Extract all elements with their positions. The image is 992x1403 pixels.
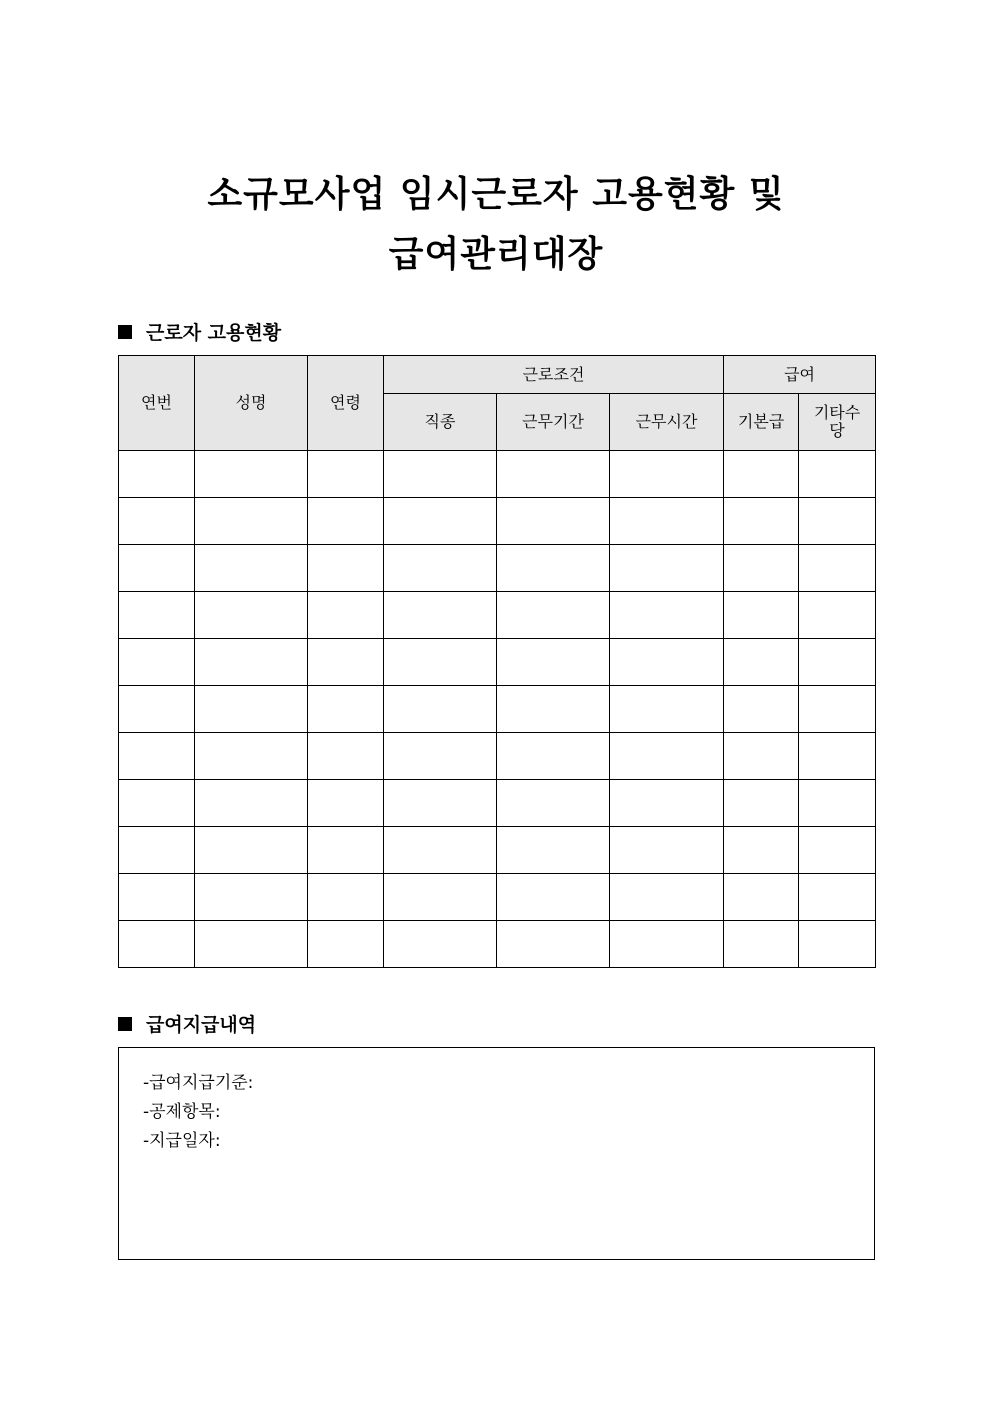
table-cell[interactable] bbox=[195, 451, 308, 498]
table-cell[interactable] bbox=[724, 451, 799, 498]
table-cell[interactable] bbox=[799, 780, 876, 827]
column-group-work-conditions: 근로조건 bbox=[384, 356, 724, 394]
payroll-details-box bbox=[118, 1047, 875, 1260]
table-cell[interactable] bbox=[497, 498, 610, 545]
payroll-criteria-line: -급여지급기준: bbox=[143, 1073, 254, 1093]
table-cell[interactable] bbox=[799, 639, 876, 686]
table-row bbox=[119, 545, 876, 592]
table-cell[interactable] bbox=[799, 498, 876, 545]
table-cell[interactable] bbox=[610, 451, 724, 498]
table-row bbox=[119, 686, 876, 733]
table-cell[interactable] bbox=[119, 686, 195, 733]
table-cell[interactable] bbox=[308, 451, 384, 498]
table-cell[interactable] bbox=[119, 874, 195, 921]
table-cell[interactable] bbox=[384, 921, 497, 968]
table-cell[interactable] bbox=[119, 921, 195, 968]
table-cell[interactable] bbox=[724, 592, 799, 639]
column-header-seq: 연번 bbox=[119, 356, 195, 451]
table-row bbox=[119, 451, 876, 498]
table-cell[interactable] bbox=[119, 592, 195, 639]
table-cell[interactable] bbox=[195, 827, 308, 874]
table-cell[interactable] bbox=[308, 780, 384, 827]
payment-date-line: -지급일자: bbox=[143, 1131, 221, 1151]
table-cell[interactable] bbox=[799, 686, 876, 733]
table-cell[interactable] bbox=[724, 874, 799, 921]
employment-table bbox=[118, 355, 876, 968]
column-header-base-pay: 기본급 bbox=[724, 394, 799, 451]
table-cell[interactable] bbox=[195, 498, 308, 545]
table-cell[interactable] bbox=[497, 545, 610, 592]
table-cell[interactable] bbox=[724, 686, 799, 733]
table-cell[interactable] bbox=[384, 733, 497, 780]
table-cell[interactable] bbox=[799, 592, 876, 639]
table-cell[interactable] bbox=[384, 780, 497, 827]
table-cell[interactable] bbox=[610, 498, 724, 545]
table-cell[interactable] bbox=[195, 639, 308, 686]
employment-table-body bbox=[119, 451, 876, 968]
column-group-pay: 급여 bbox=[724, 356, 876, 394]
table-cell[interactable] bbox=[195, 545, 308, 592]
table-cell[interactable] bbox=[610, 827, 724, 874]
table-cell[interactable] bbox=[497, 921, 610, 968]
table-cell[interactable] bbox=[610, 874, 724, 921]
table-cell[interactable] bbox=[497, 686, 610, 733]
table-cell[interactable] bbox=[724, 733, 799, 780]
table-cell[interactable] bbox=[610, 592, 724, 639]
table-cell[interactable] bbox=[384, 686, 497, 733]
table-cell[interactable] bbox=[384, 639, 497, 686]
table-cell[interactable] bbox=[724, 921, 799, 968]
square-bullet-icon bbox=[118, 325, 132, 339]
table-cell[interactable] bbox=[497, 639, 610, 686]
table-row bbox=[119, 780, 876, 827]
table-cell[interactable] bbox=[384, 498, 497, 545]
table-cell[interactable] bbox=[724, 780, 799, 827]
table-cell[interactable] bbox=[724, 827, 799, 874]
table-cell[interactable] bbox=[119, 498, 195, 545]
payroll-heading-label: 급여지급내역 bbox=[146, 1014, 257, 1036]
table-cell[interactable] bbox=[724, 498, 799, 545]
table-row bbox=[119, 921, 876, 968]
table-cell[interactable] bbox=[610, 780, 724, 827]
table-row bbox=[119, 733, 876, 780]
table-cell[interactable] bbox=[610, 545, 724, 592]
column-header-age: 연령 bbox=[308, 356, 384, 451]
table-cell[interactable] bbox=[308, 733, 384, 780]
table-cell[interactable] bbox=[384, 592, 497, 639]
table-cell[interactable] bbox=[119, 733, 195, 780]
payroll-section-heading bbox=[118, 1010, 256, 1037]
column-header-other-allowance: 기타수당 bbox=[799, 394, 876, 451]
table-row bbox=[119, 874, 876, 921]
table-row bbox=[119, 639, 876, 686]
table-cell[interactable] bbox=[610, 639, 724, 686]
table-cell[interactable] bbox=[610, 733, 724, 780]
table-cell[interactable] bbox=[119, 780, 195, 827]
table-cell[interactable] bbox=[384, 827, 497, 874]
column-header-work-hours: 근무시간 bbox=[610, 394, 724, 451]
table-cell[interactable] bbox=[308, 498, 384, 545]
table-cell[interactable] bbox=[384, 545, 497, 592]
table-cell[interactable] bbox=[308, 686, 384, 733]
table-cell[interactable] bbox=[195, 921, 308, 968]
table-cell[interactable] bbox=[308, 592, 384, 639]
table-cell[interactable] bbox=[497, 827, 610, 874]
table-cell[interactable] bbox=[119, 451, 195, 498]
table-cell[interactable] bbox=[724, 545, 799, 592]
document-title-line2: 급여관리대장 bbox=[388, 234, 604, 275]
table-cell[interactable] bbox=[308, 639, 384, 686]
table-cell[interactable] bbox=[799, 545, 876, 592]
table-cell[interactable] bbox=[195, 874, 308, 921]
table-cell[interactable] bbox=[195, 592, 308, 639]
table-cell[interactable] bbox=[610, 921, 724, 968]
table-cell[interactable] bbox=[799, 921, 876, 968]
table-row bbox=[119, 498, 876, 545]
table-cell[interactable] bbox=[799, 827, 876, 874]
table-cell[interactable] bbox=[119, 639, 195, 686]
table-cell[interactable] bbox=[308, 874, 384, 921]
employment-section-heading bbox=[118, 318, 281, 345]
table-cell[interactable] bbox=[384, 874, 497, 921]
table-cell[interactable] bbox=[497, 733, 610, 780]
table-cell[interactable] bbox=[497, 592, 610, 639]
table-cell[interactable] bbox=[119, 545, 195, 592]
table-cell[interactable] bbox=[384, 451, 497, 498]
table-cell[interactable] bbox=[308, 545, 384, 592]
table-row bbox=[119, 827, 876, 874]
table-cell[interactable] bbox=[195, 780, 308, 827]
table-cell[interactable] bbox=[308, 921, 384, 968]
column-header-job: 직종 bbox=[384, 394, 497, 451]
table-cell[interactable] bbox=[799, 733, 876, 780]
square-bullet-icon bbox=[118, 1017, 132, 1031]
table-cell[interactable] bbox=[497, 451, 610, 498]
table-cell[interactable] bbox=[497, 780, 610, 827]
table-cell[interactable] bbox=[497, 874, 610, 921]
table-cell[interactable] bbox=[119, 827, 195, 874]
deduction-items-line: -공제항목: bbox=[143, 1102, 221, 1122]
table-cell[interactable] bbox=[195, 686, 308, 733]
column-header-work-period: 근무기간 bbox=[497, 394, 610, 451]
table-cell[interactable] bbox=[799, 451, 876, 498]
table-row bbox=[119, 592, 876, 639]
table-cell[interactable] bbox=[610, 686, 724, 733]
table-cell[interactable] bbox=[308, 827, 384, 874]
employment-heading-label: 근로자 고용현황 bbox=[146, 322, 282, 344]
column-header-name: 성명 bbox=[195, 356, 308, 451]
table-cell[interactable] bbox=[724, 639, 799, 686]
table-cell[interactable] bbox=[799, 874, 876, 921]
table-cell[interactable] bbox=[195, 733, 308, 780]
document-title-line1: 소규모사업 임시근로자 고용현황 및 bbox=[207, 174, 785, 215]
